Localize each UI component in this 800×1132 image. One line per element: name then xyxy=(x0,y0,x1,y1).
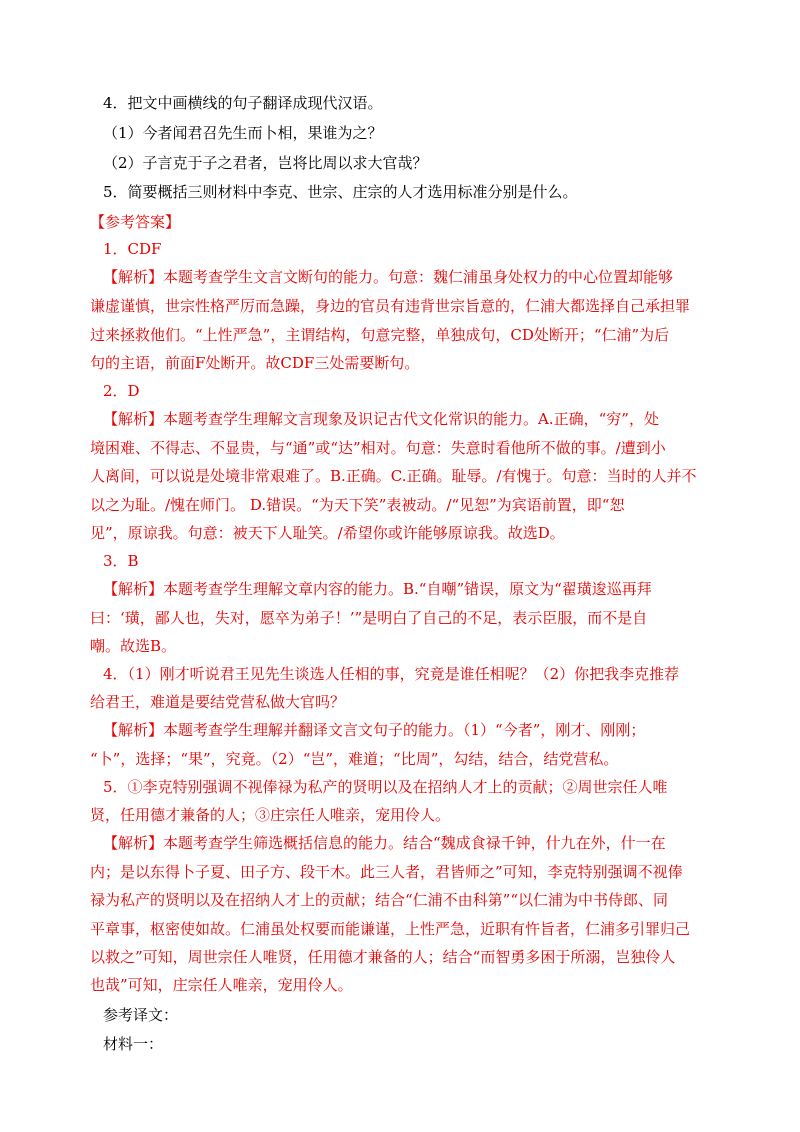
material-1-heading: 材料一： xyxy=(103,1035,164,1053)
answer-4-line: 给君王，难道是要结党营私做大官吗？ xyxy=(90,693,346,711)
analysis-1-line: 谦虚谨慎，世宗性格严厉而急躁，身边的官员有违背世宗旨意的，仁浦大都选择自己承担罪 xyxy=(90,297,691,315)
analysis-2-line: 见”，原谅我。句意：被天下人耻笑。/希望你或许能够原谅我。故选D。 xyxy=(90,524,565,542)
analysis-5-line: 平章事，枢密使如故。仁浦虽处权要而能谦谨，上性严急，近职有忤旨者，仁浦多引罪归己 xyxy=(90,920,691,938)
answer-5-line: 贤，任用德才兼备的人；③庄宗任人唯亲，宠用伶人。 xyxy=(90,806,451,824)
question-4-sentence-2: （2）子言克于子之君者，岂将比周以求大官哉？ xyxy=(103,154,428,172)
analysis-5-line: 也哉”可知，庄宗任人唯亲，宠用伶人。 xyxy=(90,976,353,994)
analysis-3-line: 嘲。故选B。 xyxy=(90,637,177,655)
analysis-1-line: 【解析】本题考查学生文言文断句的能力。句意：魏仁浦虽身处权力的中心位置却能够 xyxy=(103,268,674,286)
answer-4-line: 4．（1）刚才听说君王见先生谈选人任相的事，究竟是谁任相呢？（2）你把我李克推荐 xyxy=(103,665,680,683)
analysis-3-line: 【解析】本题考查学生理解文章内容的能力。B.“自嘲”错误，原文为“翟璜逡巡再拜 xyxy=(103,580,652,598)
question-4: 4．把文中画横线的句子翻译成现代汉语。 xyxy=(103,94,383,112)
analysis-5-line: 内；是以东得卜子夏、田子方、段干木。此三人者，君皆师之”可知，李克特别强调不视俸 xyxy=(90,863,683,881)
analysis-5-line: 【解析】本题考查学生筛选概括信息的能力。结合“魏成食禄千钟，什九在外，什一在 xyxy=(103,834,666,852)
answer-1: 1．CDF xyxy=(103,240,162,258)
analysis-2-line: 境困难、不得志、不显贵，与“通”或“达”相对。句意：失意时看他所不做的事。/遭到小 xyxy=(90,439,666,457)
answer-3: 3．B xyxy=(103,552,139,570)
analysis-2-line: 【解析】本题考查学生理解文言现象及识记古代文化常识的能力。A.正确，“穷”，处 xyxy=(103,410,659,428)
analysis-5-line: 以救之”可知，周世宗任人唯贤，任用德才兼备的人；结合“而智勇多困于所溺，岂独伶人 xyxy=(90,948,676,966)
analysis-4-line: 【解析】本题考查学生理解并翻译文言文句子的能力。（1）“今者”，刚才、刚刚； xyxy=(103,721,646,739)
analysis-4-line: “卜”，选择；“果”，究竟。（2）“岂”，难道；“比周”，勾结，结合，结党营私。 xyxy=(90,750,619,768)
analysis-2-line: 以之为耻。/愧在师门。 D.错误。“为天下笑”表被动。/“见恕”为宾语前置，即“恕 xyxy=(90,496,625,514)
analysis-1-line: 过来拯救他们。“上性严急”，主谓结构，句意完整，单独成句，CD处断开；“仁浦”为后 xyxy=(90,326,670,344)
translation-heading: 参考译文： xyxy=(103,1006,179,1024)
analysis-1-line: 句的主语，前面F处断开。故CDF三处需要断句。 xyxy=(90,354,420,372)
question-5: 5．简要概括三则材料中李克、世宗、庄宗的人才选用标准分别是什么。 xyxy=(103,183,578,201)
analysis-5-line: 禄为私产的贤明以及在招纳人才上的贡献；结合“仁浦不由科第”“以仁浦为中书侍郎、同 xyxy=(90,891,669,909)
answer-heading: 【参考答案】 xyxy=(90,213,181,231)
answer-2: 2．D xyxy=(103,382,140,400)
analysis-2-line: 人离间，可以说是处境非常艰难了。B.正确。C.正确。耻辱。/有愧于。句意：当时的人并不 xyxy=(90,467,697,485)
question-4-sentence-1: （1）今者闻君召先生而卜相，果谁为之？ xyxy=(103,124,383,142)
analysis-3-line: 曰：‘璜，鄙人也，失对，愿卒为弟子！’”是明白了自己的不足，表示臣服，而不是自 xyxy=(90,609,648,627)
answer-5-line: 5．①李克特别强调不视俸禄为私产的贤明以及在招纳人才上的贡献；②周世宗任人唯 xyxy=(103,778,668,796)
